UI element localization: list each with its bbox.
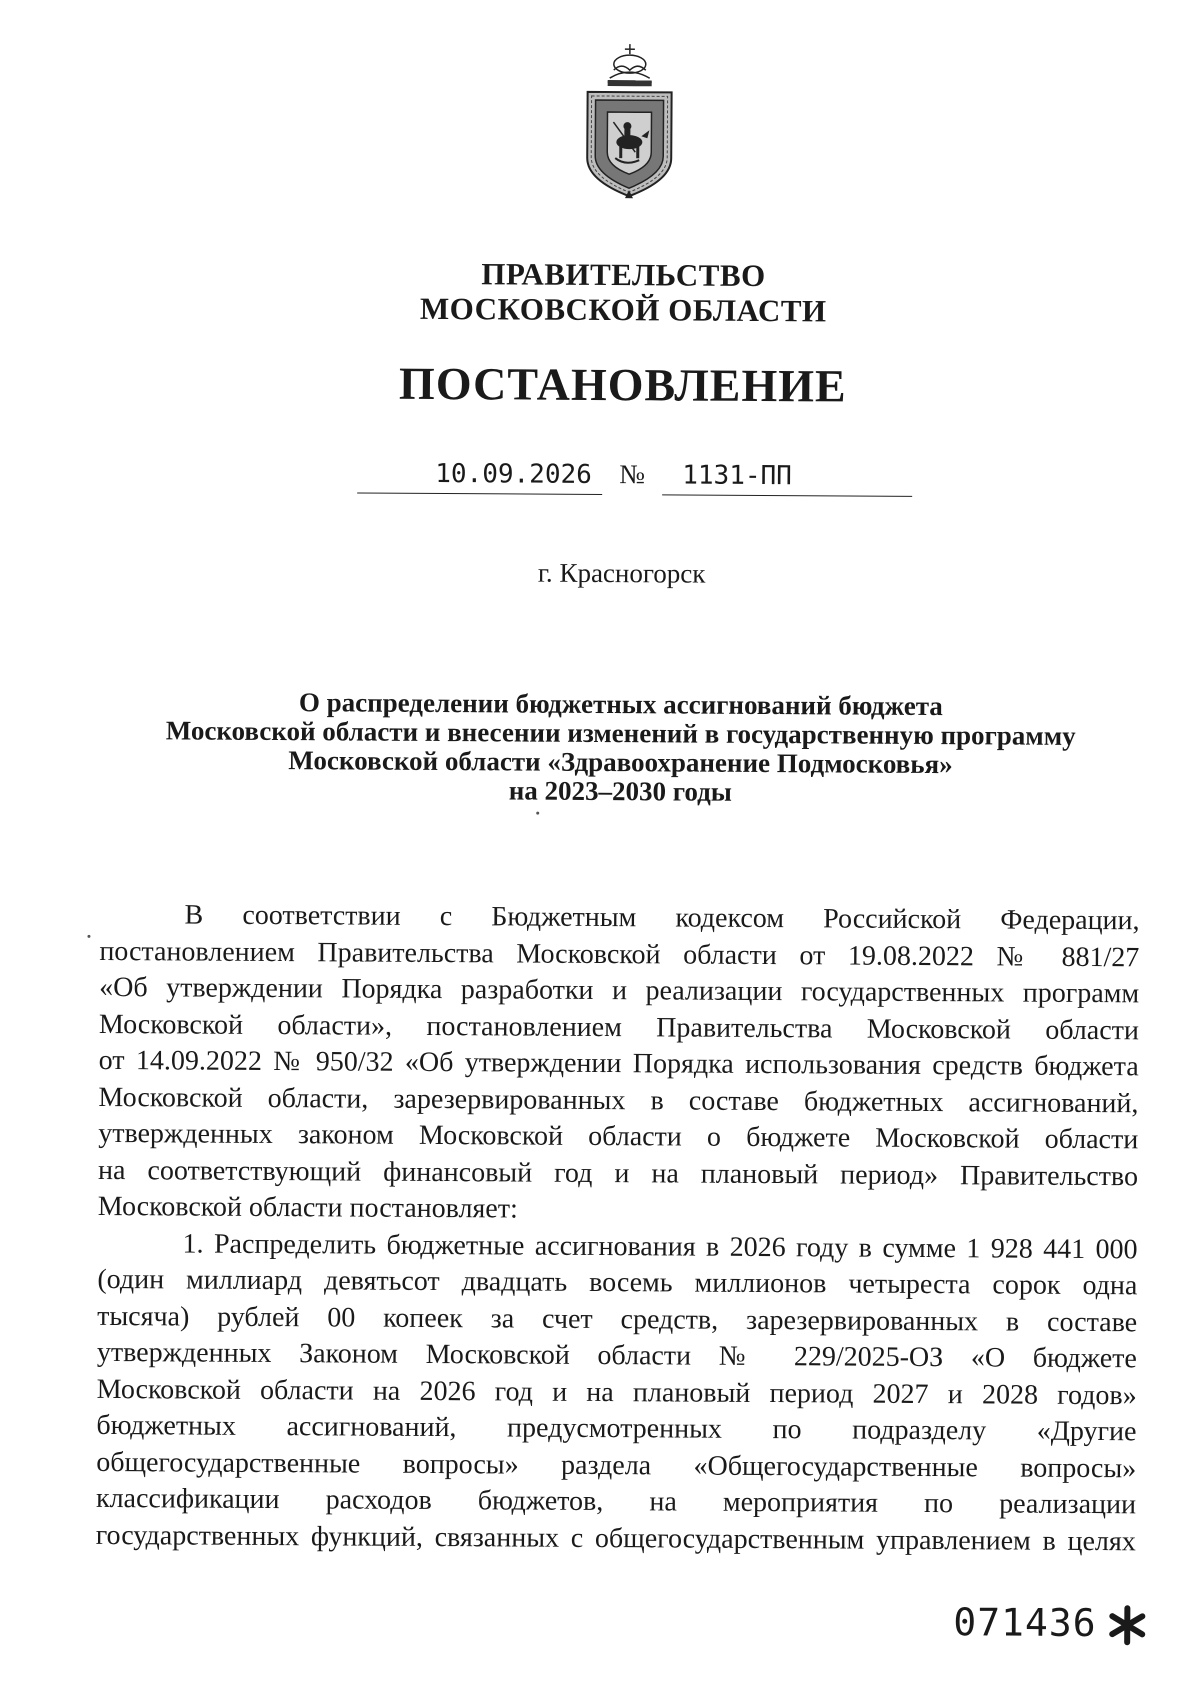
document-body [96,897,1140,1560]
document-date: 10.09.2026 [435,459,592,490]
document-type: ПОСТАНОВЛЕНИЕ [23,354,1200,414]
title-line: Московской области «Здравоохранение Подмосковья» [130,745,1110,780]
body-line: «Об утверждении Порядка разработки и реализации государственных программ [99,970,1139,1013]
document-title [130,687,1111,809]
body-line: бюджетных ассигнований, предусмотренных по подразделу «Другие [96,1408,1136,1451]
body-line: классификации расходов бюджетов, на мероприятия по реализации [96,1481,1136,1524]
number-sign: № [619,459,645,490]
body-line: Московской области», постановлением Правительства Московской области [99,1006,1139,1049]
serial-number: 071436 [953,1600,1097,1645]
body-line: Московской области, зарезервированных в составе бюджетных ассигнований, [98,1079,1138,1122]
scan-speck [87,935,90,938]
asterisk-icon [1105,1603,1149,1647]
moscow-oblast-coat-of-arms-icon [569,40,690,201]
number-field [662,458,912,497]
body-line: на соответствующий финансовый год и на плановый период» Правительство [98,1152,1138,1195]
title-line: О распределении бюджетных ассигнований бюджета [131,687,1111,722]
document-number: 1131-ПП [682,460,792,491]
body-line: постановлением Правительства Московской области от 19.08.2022 № 881/27 [99,933,1139,976]
body-line: утвержденных Законом Московской области № 229/2025-ОЗ «О бюджете [97,1335,1137,1378]
scan-speck [536,812,539,815]
body-line: общегосударственные вопросы» раздела «Общегосударственные вопросы» [96,1444,1136,1487]
organization-name-line1: ПРАВИТЕЛЬСТВО [23,253,1200,296]
title-line: Московской области и внесении изменений в государственную программу [131,716,1111,751]
city: г. Красногорск [22,554,1200,592]
body-line: Московской области на 2026 год и на плановый период 2027 и 2028 годов» [97,1371,1137,1414]
organization-name-line2: МОСКОВСКОЙ ОБЛАСТИ [23,288,1200,331]
body-line: Московской области постановляет: [98,1189,1138,1232]
body-line: государственных функций, связанных с общегосударственным управлением в целях [96,1517,1136,1560]
body-line: от 14.09.2022 № 950/32 «Об утверждении Порядка использования средств бюджета [99,1043,1139,1086]
body-line: 1. Распределить бюджетные ассигнования в 2026 году в сумме 1 928 441 000 [97,1225,1137,1268]
body-line: (один миллиард девятьсот двадцать восемь миллионов четыреста сорок одна [97,1262,1137,1305]
body-line: тысяча) рублей 00 копеек за счет средств, зарезервированных в составе [97,1298,1137,1341]
title-line: на 2023–2030 годы [130,774,1110,809]
body-line: В соответствии с Бюджетным кодексом Российской Федерации, [99,897,1139,940]
body-line: утвержденных законом Московской области о бюджете Московской области [98,1116,1138,1159]
date-field [357,457,602,495]
